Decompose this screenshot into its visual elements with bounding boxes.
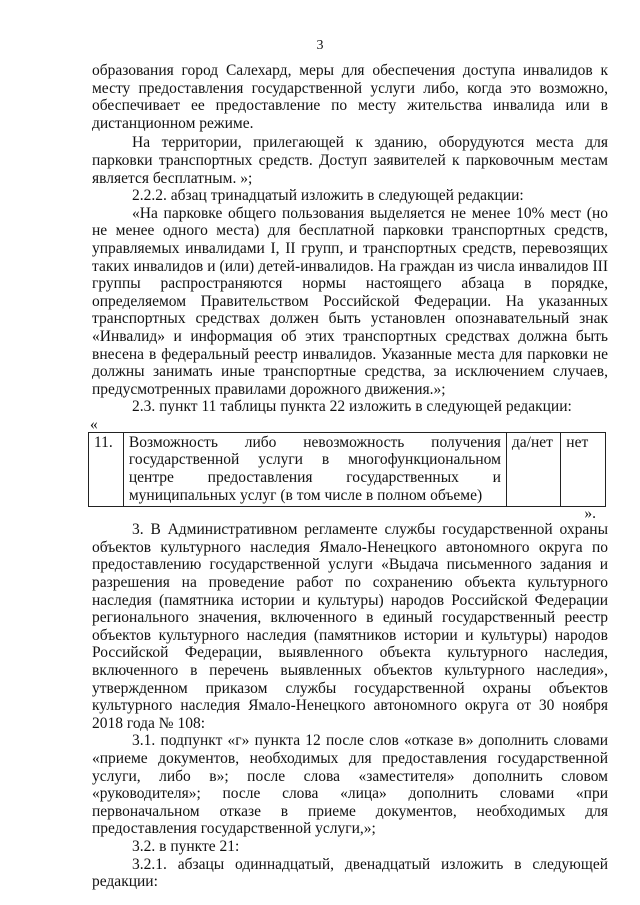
paragraph-4: «На парковке общего пользования выделяется не менее 10% мест (но не менее одного места) для бесплатной парковки транспортных средств, управляемых инвалидами I, II групп, и транспортных средств, перевозящих таких инвалидов и (или) детей-инвалидов. На граждан из числа инвалидов III группы распространяются нормы настоящего абзаца в порядке, определяемом Правительством Российской Федерации. На указанных транспортных средствах должен быть установлен опознавательный знак «Инвалид» и информация об этих транспортных средствах должна быть внесена в федеральный реестр инвалидов. Указанные места для парковки не должны занимать иные транспортные средства, за исключением случаев, предусмотренных правилами дорожного движения.»; xyxy=(92,204,608,398)
amendment-table xyxy=(88,432,606,507)
paragraph-7: 3.1. подпункт «г» пункта 12 после слов «отказе в» дополнить словами «приеме документов, необходимых для предоставления государственной услуги, либо в»; после слова «заместителя» дополнить словом «руководителя»; после слова «лица» дополнить словами «при первоначальном отказе в приеме документов, необходимых для предоставления государственной услуги,»; xyxy=(92,732,608,838)
table-row xyxy=(89,432,606,506)
paragraph-3: 2.2.2. абзац тринадцатый изложить в следующей редакции: xyxy=(132,187,524,205)
paragraph-2: На территории, прилегающей к зданию, оборудуются места для парковки транспортных средств. Доступ заявителей к парковочным местам является бесплатным. »; xyxy=(92,134,608,187)
paragraph-6: 3. В Административном регламенте службы государственной охраны объектов культурного наследия Ямало-Ненецкого автономного округа по предоставлению государственной услуги «Выдача письменного задания и разрешения на проведение работ по сохранению объекта культурного наследия (памятника истории и культуры) народов Российской Федерации регионального значения, включенного в единый государственный реестр объектов культурного наследия (памятников истории и культуры) народов Российской Федерации, выявленного объекта культурного наследия, включенного в перечень выявленных объектов культурного наследия», утвержденном приказом службы государственной охраны объектов культурного наследия Ямало-Ненецкого автономного округа от 30 ноября 2018 года № 108: xyxy=(92,521,608,732)
paragraph-8: 3.2. в пункте 21: xyxy=(132,837,240,855)
table-cell-number: 11. xyxy=(89,432,124,506)
paragraph-9: 3.2.1. абзацы одиннадцатый, двенадцатый изложить в следующей редакции: xyxy=(92,855,608,891)
paragraph-5: 2.3. пункт 11 таблицы пункта 22 изложить в следующей редакции: xyxy=(132,398,572,416)
quote-close-mark: ». xyxy=(584,505,596,523)
paragraph-1: образования город Салехард, меры для обеспечения доступа инвалидов к месту предоставления государственной услуги либо, когда это возможно, обеспечивает ее предоставление по месту жительства инвалида или в дистанционном режиме. xyxy=(92,62,608,132)
page-number: 3 xyxy=(316,38,324,53)
table-cell-description: Возможность либо невозможность получения государственной услуги в многофункциональном центре предоставления государственных и муниципальных услуг (в том числе в полном объеме) xyxy=(123,432,506,506)
quote-open-mark: « xyxy=(90,415,98,433)
table-cell-value: нет xyxy=(561,432,606,506)
table-cell-yes-no: да/нет xyxy=(506,432,560,506)
document-body xyxy=(92,62,608,891)
